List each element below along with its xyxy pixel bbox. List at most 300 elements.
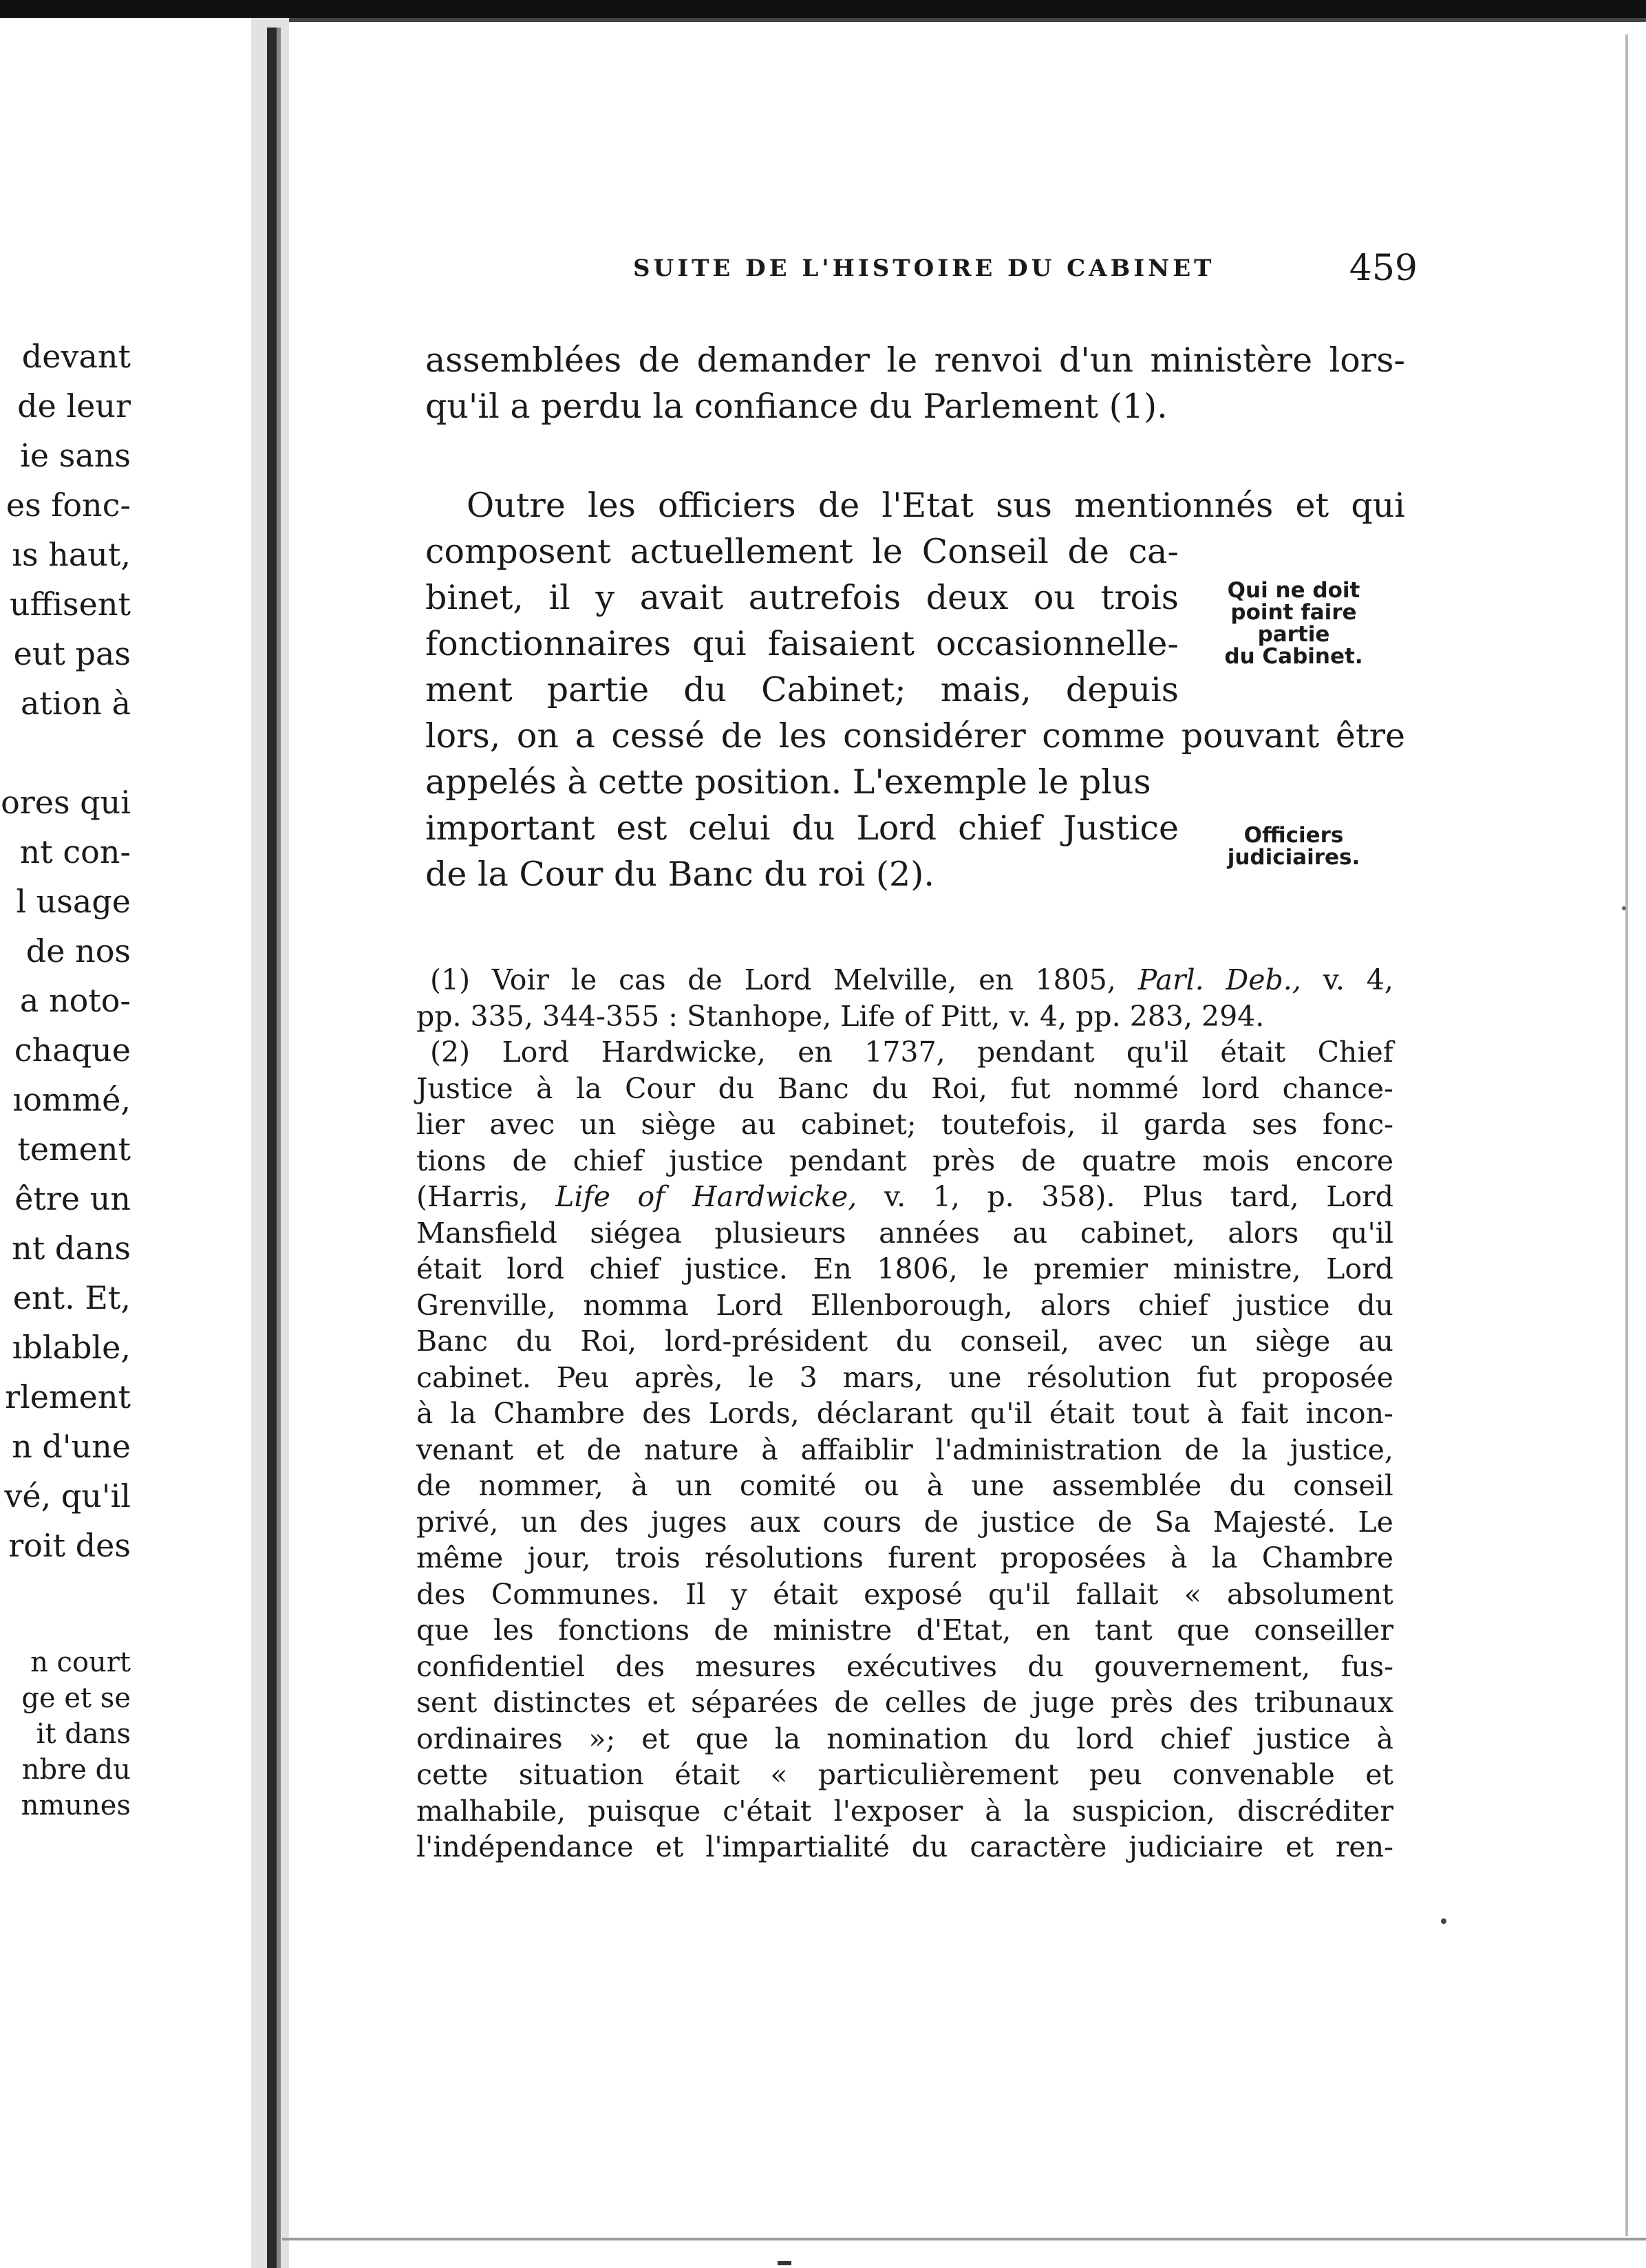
word: 358). (1041, 1180, 1115, 1213)
word: lord (1201, 1071, 1260, 1105)
text-line (425, 713, 1405, 759)
word: qu'il (1331, 1216, 1393, 1250)
word: près (932, 1144, 996, 1177)
word: considérer (843, 716, 1026, 756)
word: justice (1235, 1288, 1330, 1322)
word: siège (1255, 1325, 1331, 1358)
word: la (1241, 1433, 1268, 1466)
word: fus- (1340, 1649, 1393, 1683)
page-number: 459 (1349, 248, 1418, 289)
word: officiers (658, 486, 796, 525)
word: ordinaires (416, 1722, 563, 1755)
word: garda (1144, 1108, 1227, 1141)
word: du (895, 1325, 932, 1358)
word: à (1206, 1397, 1224, 1430)
word: on (516, 716, 559, 756)
word: Life (555, 1180, 610, 1213)
left-page-text-upper (0, 332, 131, 1570)
left-page-line: ge et se (21, 1682, 131, 1714)
footnote-line (416, 1504, 1393, 1541)
word: jour, (527, 1541, 591, 1574)
word: ou (864, 1469, 899, 1502)
footnote-line (416, 1143, 1393, 1179)
word: Chambre (1261, 1541, 1393, 1574)
speck (1441, 1918, 1446, 1924)
word: et (1365, 1758, 1393, 1791)
word: toutefois, (941, 1108, 1076, 1141)
page-edge-right (1625, 34, 1628, 2236)
margin-note-line: Qui ne doit (1227, 578, 1360, 603)
gutter-line-light (277, 28, 281, 2268)
left-page-line: vé, qu'il (4, 1477, 131, 1515)
word: avec (489, 1108, 555, 1141)
word: tard, (1230, 1180, 1299, 1213)
word: Ellenborough, (810, 1288, 1013, 1322)
footnote-line (416, 1106, 1393, 1143)
text-line: qu'il a perdu la confiance du Parlement (1). (425, 387, 1168, 426)
running-title: SUITE DE L'HISTOIRE DU CABINET (633, 255, 1215, 282)
word: comité (739, 1469, 837, 1502)
left-page-line: ıblable, (12, 1329, 131, 1366)
left-page-line: uffisent (10, 586, 131, 623)
word: les (493, 1614, 534, 1647)
word: du (1014, 1722, 1051, 1755)
word: Sa (1154, 1505, 1191, 1539)
word: l'administration (935, 1433, 1162, 1466)
word: déclarant (816, 1397, 953, 1430)
word: 1805, (1035, 963, 1116, 996)
word: de (1184, 1433, 1219, 1466)
left-page-line: rlement (5, 1378, 131, 1415)
word: le (983, 1252, 1009, 1285)
word: au (1012, 1216, 1048, 1250)
word: de (923, 1505, 959, 1539)
word: Mansfield (416, 1216, 557, 1250)
word: un (1190, 1325, 1228, 1358)
word: des (615, 1649, 665, 1683)
left-page-line: de nos (25, 932, 131, 970)
left-page-line: nt con- (19, 833, 131, 870)
word: à (926, 1469, 944, 1502)
word: distinctes (493, 1686, 632, 1719)
word: près (1110, 1686, 1174, 1719)
speck (1622, 906, 1626, 910)
word: cours (822, 1505, 902, 1539)
word: Communes. (491, 1577, 660, 1611)
left-page-text-lower (0, 1645, 131, 1823)
text-line: appelés à cette position. L'exemple le plus (425, 762, 1151, 802)
word: lier (416, 1108, 465, 1141)
word: de (720, 716, 763, 756)
word: justice, (1290, 1433, 1393, 1466)
word: (Harris, (416, 1180, 528, 1213)
word: ministère (1150, 341, 1313, 380)
footnote-line (416, 962, 1393, 998)
word: et (647, 1686, 676, 1719)
footnote-line: pp. 335, 344-355 : Stanhope, Life of Pitt, v. 4, pp. 283, 294. (416, 999, 1265, 1033)
word: Banc (777, 1071, 849, 1105)
word: mais, (940, 670, 1032, 709)
word: et (655, 1830, 684, 1863)
word: pendant (977, 1036, 1095, 1069)
word: des (642, 1397, 692, 1430)
word: Conseil (921, 532, 1049, 571)
word: trois (614, 1541, 681, 1574)
word: discréditer (1237, 1794, 1393, 1828)
word: conseiller (1254, 1614, 1393, 1647)
text-line (425, 575, 1179, 621)
word: un (675, 1469, 712, 1502)
word: fut (1010, 1071, 1051, 1105)
footnote-line (416, 1215, 1393, 1252)
word: et (641, 1722, 670, 1755)
word: tions (416, 1144, 487, 1177)
word: p. (987, 1180, 1014, 1213)
margin-note-officiers (1197, 824, 1390, 868)
word: chief (1159, 1722, 1230, 1755)
word: y (731, 1577, 747, 1611)
word: alors (1228, 1216, 1299, 1250)
word: tribunaux (1254, 1686, 1393, 1719)
word: 1, (932, 1180, 960, 1213)
word: absolument (1226, 1577, 1393, 1611)
word: exposé (864, 1577, 963, 1611)
word: fait (1241, 1397, 1289, 1430)
word: mentionnés (1074, 486, 1274, 525)
word: suspicion, (1071, 1794, 1215, 1828)
word: de (1021, 1144, 1056, 1177)
left-page-line: devant (21, 338, 131, 375)
word: v. (884, 1180, 906, 1213)
margin-note-line: Officiers (1243, 823, 1344, 848)
left-page-line: ent. Et, (12, 1279, 131, 1316)
word: une (948, 1360, 1002, 1394)
left-page-line: it dans (36, 1718, 131, 1750)
left-page-line: ores qui (1, 784, 131, 821)
word: Justice (1062, 809, 1179, 848)
word: qui (1351, 486, 1405, 525)
word: ca- (1128, 532, 1179, 571)
word: la (1211, 1541, 1238, 1574)
left-page-line: nmunes (21, 1790, 131, 1821)
word: fut (1197, 1360, 1237, 1394)
word: assemblée (1051, 1469, 1202, 1502)
word: puisque (588, 1794, 701, 1828)
word: à (1171, 1541, 1188, 1574)
word: alors (1040, 1288, 1111, 1322)
word: ou (1033, 578, 1076, 617)
word: du (1357, 1288, 1393, 1322)
bottom-edge-mark (778, 2261, 791, 2265)
footnote-line (416, 1612, 1393, 1649)
left-page-line: tement (17, 1131, 131, 1168)
word: chief (573, 1144, 643, 1177)
left-page-line: ie sans (20, 437, 131, 474)
footnote-line (416, 1251, 1393, 1287)
word: fonctions (558, 1614, 690, 1647)
word: en (979, 963, 1014, 996)
word: »; (588, 1722, 616, 1755)
footnote-line (416, 1468, 1393, 1504)
text-line (425, 805, 1179, 851)
word: Deb., (1226, 963, 1301, 996)
word: Parl. (1137, 963, 1204, 996)
word: mois (1202, 1144, 1270, 1177)
word: Roi, (580, 1325, 637, 1358)
page-edge-bottom (282, 2238, 1646, 2240)
word: même (416, 1541, 504, 1574)
word: ses (1252, 1108, 1298, 1141)
word: chief (958, 809, 1042, 848)
word: la (774, 1722, 801, 1755)
word: furent (888, 1541, 976, 1574)
word: affaiblir (800, 1433, 913, 1466)
running-header (633, 248, 1418, 289)
word: malhabile, (416, 1794, 566, 1828)
word: proposées (1000, 1541, 1146, 1574)
word: en (798, 1036, 833, 1069)
word: Chambre (493, 1397, 626, 1430)
word: le (872, 532, 903, 571)
word: confidentiel (416, 1649, 586, 1683)
word: chance- (1282, 1071, 1393, 1105)
top-scan-edge (275, 18, 1646, 22)
text-line (425, 621, 1179, 667)
word: caractère (970, 1830, 1107, 1863)
word: à (416, 1397, 434, 1430)
word: sent (416, 1686, 478, 1719)
margin-note-line: judiciaires. (1227, 845, 1360, 870)
word: lord (1076, 1722, 1134, 1755)
word: lors, (425, 716, 501, 756)
left-page-line: ation à (21, 685, 131, 722)
word: fonc- (1322, 1108, 1393, 1141)
word: séparées (691, 1686, 819, 1719)
word: était (1220, 1036, 1286, 1069)
word: siège (641, 1108, 716, 1141)
word: mars, (842, 1360, 923, 1394)
word: cabinet; (800, 1108, 917, 1141)
text-line (425, 528, 1179, 575)
word: de (687, 963, 723, 996)
left-page-line: n court (30, 1647, 131, 1678)
word: le (570, 963, 597, 996)
word: du (683, 670, 727, 709)
word: et (535, 1433, 564, 1466)
footnote-line (416, 1179, 1393, 1215)
word: d'Etat, (916, 1614, 1012, 1647)
word: la (450, 1397, 477, 1430)
word: cas (619, 963, 666, 996)
word: tout (1131, 1397, 1190, 1430)
word: incon- (1305, 1397, 1393, 1430)
word: Banc (416, 1325, 488, 1358)
word: que (1177, 1614, 1230, 1647)
word: à (985, 1794, 1002, 1828)
word: juges (651, 1505, 727, 1539)
word: v. (1323, 963, 1345, 996)
word: la (1023, 1794, 1050, 1828)
word: du (791, 809, 835, 848)
footnote-line (416, 1540, 1393, 1576)
word: qu'il (1126, 1036, 1189, 1069)
left-page-line: n d'une (12, 1428, 131, 1465)
word: nommer, (478, 1469, 603, 1502)
word: assemblées (425, 341, 622, 380)
word: premier (1034, 1252, 1148, 1285)
word: qu'il (988, 1577, 1051, 1611)
word: a (575, 716, 595, 756)
word: du (872, 1071, 908, 1105)
word: cabinet. (416, 1360, 531, 1394)
left-page-line: a noto- (19, 982, 131, 1019)
word: de (982, 1686, 1018, 1719)
word: En (813, 1252, 852, 1285)
text-line: de la Cour du Banc du roi (2). (425, 855, 934, 894)
word: Le (1358, 1505, 1393, 1539)
word: du (1229, 1469, 1266, 1502)
word: justice (669, 1144, 764, 1177)
word: des (416, 1577, 466, 1611)
word: avec (1097, 1325, 1163, 1358)
footnote-line (416, 1395, 1393, 1432)
word: renvoi (934, 341, 1043, 380)
footnotes (416, 962, 1393, 1865)
word: siégea (590, 1216, 682, 1250)
word: de (817, 486, 860, 525)
word: of (637, 1180, 665, 1213)
word: l'indépendance (416, 1830, 634, 1863)
word: Melville, (833, 963, 957, 996)
top-scan-border (0, 0, 1646, 18)
word: était (1049, 1397, 1115, 1430)
word: situation (518, 1758, 644, 1791)
word: qui (692, 624, 747, 663)
word: Lord (502, 1036, 570, 1069)
word: lors- (1329, 341, 1405, 380)
word: depuis (1065, 670, 1179, 709)
word: être (1335, 716, 1405, 756)
word: lord (506, 1252, 564, 1285)
footnote-line (416, 1684, 1393, 1721)
footnote-line (416, 1757, 1393, 1793)
word: partie (546, 670, 650, 709)
word: de (416, 1469, 451, 1502)
word: au (740, 1108, 776, 1141)
word: cette (416, 1758, 489, 1791)
left-page-line: être un (14, 1180, 131, 1217)
word: était (773, 1577, 838, 1611)
word: de (834, 1686, 869, 1719)
left-page-line: chaque (14, 1031, 131, 1069)
left-page-line: l usage (16, 883, 131, 920)
word: chief (1138, 1288, 1209, 1322)
word: années (879, 1216, 980, 1250)
word: encore (1295, 1144, 1393, 1177)
word: Cour (625, 1071, 696, 1105)
footnote-line (416, 1793, 1393, 1830)
word: ment (425, 670, 513, 709)
word: au (1358, 1325, 1393, 1358)
word: Lord (1326, 1252, 1393, 1285)
word: un (520, 1505, 557, 1539)
word: demander (696, 341, 870, 380)
word: Roi, (931, 1071, 987, 1105)
word: à (761, 1433, 778, 1466)
word: était (674, 1758, 740, 1791)
word: que (416, 1614, 469, 1647)
word: l'Etat (881, 486, 974, 525)
footnote-line (416, 1432, 1393, 1468)
left-page-line: ıs haut, (12, 536, 131, 573)
word: y (595, 578, 615, 617)
word: fonctionnaires (425, 624, 672, 663)
word: cabinet, (1080, 1216, 1195, 1250)
word: Lord (856, 809, 937, 848)
word: justice (981, 1505, 1076, 1539)
left-page-line: roit des (8, 1527, 131, 1564)
word: pendant (789, 1144, 907, 1177)
word: et (1285, 1830, 1314, 1863)
word: à (536, 1071, 553, 1105)
word: de (714, 1614, 749, 1647)
word: fallait (1076, 1577, 1159, 1611)
word: « (1184, 1577, 1201, 1611)
word: Cabinet; (761, 670, 906, 709)
word: était (416, 1252, 482, 1285)
word: nomination (826, 1722, 988, 1755)
word: conseil (1293, 1469, 1393, 1502)
word: une (971, 1469, 1025, 1502)
word: celles (884, 1686, 967, 1719)
word: Lord (716, 1288, 784, 1322)
word: cessé (611, 716, 705, 756)
word: l'impartialité (705, 1830, 890, 1863)
word: Chief (1317, 1036, 1393, 1069)
word: occasionnelle- (936, 624, 1179, 663)
word: Hardwicke, (601, 1036, 766, 1069)
word: plusieurs (714, 1216, 846, 1250)
left-page-line: es fonc- (6, 486, 131, 524)
word: ren- (1335, 1830, 1393, 1863)
footnote-line (416, 1360, 1393, 1396)
word: il (548, 578, 570, 617)
word: Peu (556, 1360, 610, 1394)
word: comme (1042, 716, 1166, 756)
word: les (778, 716, 827, 756)
word: pouvant (1181, 716, 1320, 756)
footnote-line (416, 1576, 1393, 1613)
word: avait (639, 578, 724, 617)
word: Voir (491, 963, 550, 996)
word: ministre (773, 1614, 893, 1647)
word: de (586, 1433, 622, 1466)
word: qu'il (970, 1397, 1032, 1430)
margin-note-line: du Cabinet. (1224, 644, 1363, 669)
word: tant (1094, 1614, 1153, 1647)
word: Justice (416, 1071, 513, 1105)
word: de (1097, 1505, 1133, 1539)
word: et (1295, 486, 1329, 525)
word: Grenville, (416, 1288, 556, 1322)
word: actuellement (630, 532, 853, 571)
word: exécutives (846, 1649, 998, 1683)
word: du (718, 1071, 755, 1105)
word: les (588, 486, 636, 525)
word: des (579, 1505, 629, 1539)
word: binet, (425, 578, 524, 617)
word: l'exposer (833, 1794, 963, 1828)
